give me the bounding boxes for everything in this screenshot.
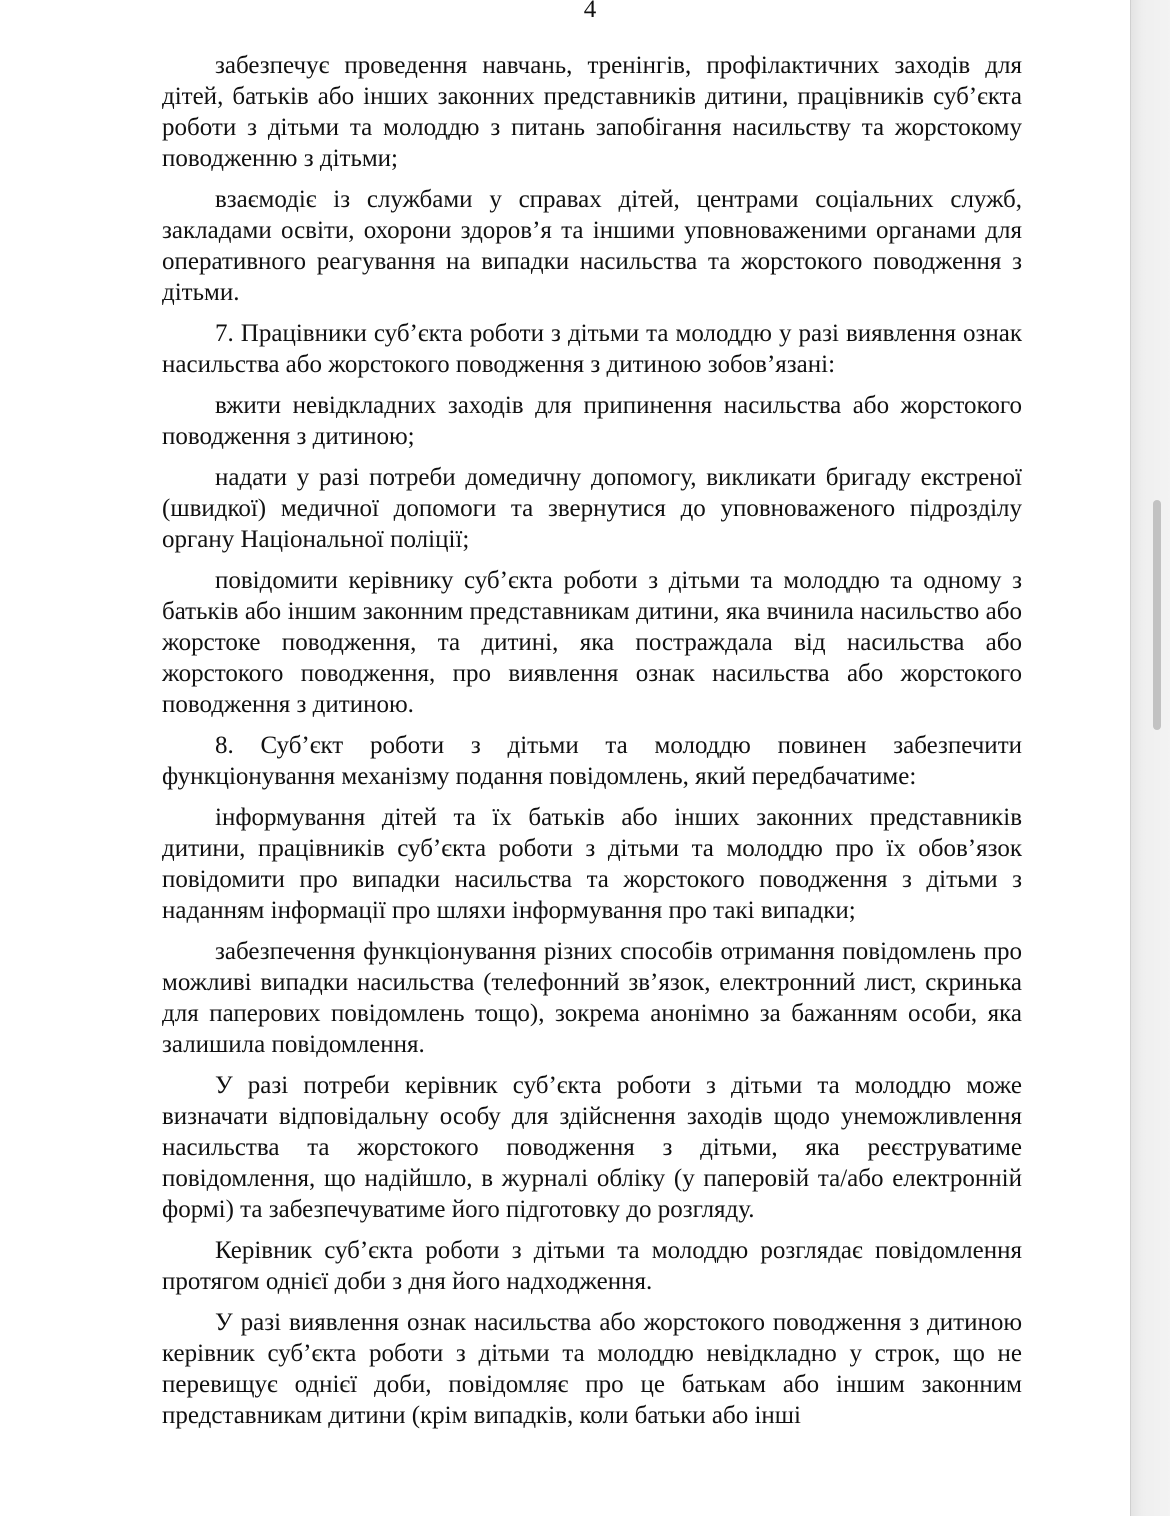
paragraph: 7. Працівники суб’єкта роботи з дітьми та молоддю у разі виявлення ознак насильства або жорстокого поводження з дитиною зобов’язані: bbox=[162, 320, 1022, 378]
paragraph: Керівник суб’єкта роботи з дітьми та молоддю розглядає повідомлення протягом однієї доби з дня його надходження. bbox=[162, 1237, 1022, 1295]
paragraph: взаємодіє із службами у справах дітей, центрами соціальних служб, закладами освіти, охорони здоров’я та іншими уповноваженими органами для оперативного реагування на випадки насильства та жорстокого поводження з дітьми. bbox=[162, 186, 1022, 306]
paragraph: забезпечення функціонування різних способів отримання повідомлень про можливі випадки насильства (телефонний зв’язок, електронний лист, скринька для паперових повідомлень тощо), зокрема анонімно за бажанням особи, яка залишила повідомлення. bbox=[162, 938, 1022, 1058]
paragraph: У разі виявлення ознак насильства або жорстокого поводження з дитиною керівник суб’єкта роботи з дітьми та молоддю невідкладно у строк, що не перевищує однієї доби, повідомляє про це батькам або іншим законним представникам дитини (крім випадків, коли батьки або інші bbox=[162, 1309, 1022, 1429]
paragraph: забезпечує проведення навчань, тренінгів, профілактичних заходів для дітей, батьків або інших законних представників дитини, працівників суб’єкта роботи з дітьми та молоддю з питань запобігання насильству та жорстокому поводженню з дітьми; bbox=[162, 52, 1022, 172]
page-number: 4 bbox=[583, 0, 597, 23]
paragraph: 8. Суб’єкт роботи з дітьми та молоддю повинен забезпечити функціонування механізму подання повідомлень, який передбачатиме: bbox=[162, 732, 1022, 790]
paragraph: повідомити керівнику суб’єкта роботи з дітьми та молоддю та одному з батьків або іншим законним представникам дитини, яка вчинила насильство або жорстоке поводження, та дитині, яка постраждала від насильства або жорстокого поводження, про виявлення ознак насильства або жорстокого поводження з дитиною. bbox=[162, 567, 1022, 718]
paragraph: інформування дітей та їх батьків або інших законних представників дитини, працівників суб’єкта роботи з дітьми та молоддю про їх обов’язок повідомити про випадки насильства та жорстокого поводження з дітьми з наданням інформації про шляхи інформування про такі випадки; bbox=[162, 804, 1022, 924]
scrollbar-thumb[interactable] bbox=[1153, 500, 1161, 730]
paragraph: вжити невідкладних заходів для припинення насильства або жорстокого поводження з дитиною; bbox=[162, 392, 1022, 450]
paragraph: надати у разі потреби домедичну допомогу, викликати бригаду екстреної (швидкої) медичної допомоги та звернутися до уповноваженого підрозділу органу Національної поліції; bbox=[162, 464, 1022, 553]
scrollbar-track[interactable] bbox=[1130, 0, 1170, 1516]
document-body bbox=[162, 50, 1022, 1441]
paragraph: У разі потреби керівник суб’єкта роботи з дітьми та молоддю може визначати відповідальну особу для здійснення заходів щодо унеможливлення насильства та жорстокого поводження з дітьми, яка реєструватиме повідомлення, що надійшло, в журналі обліку (у паперовій та/або електронній формі) та забезпечуватиме його підготовку до розгляду. bbox=[162, 1072, 1022, 1223]
